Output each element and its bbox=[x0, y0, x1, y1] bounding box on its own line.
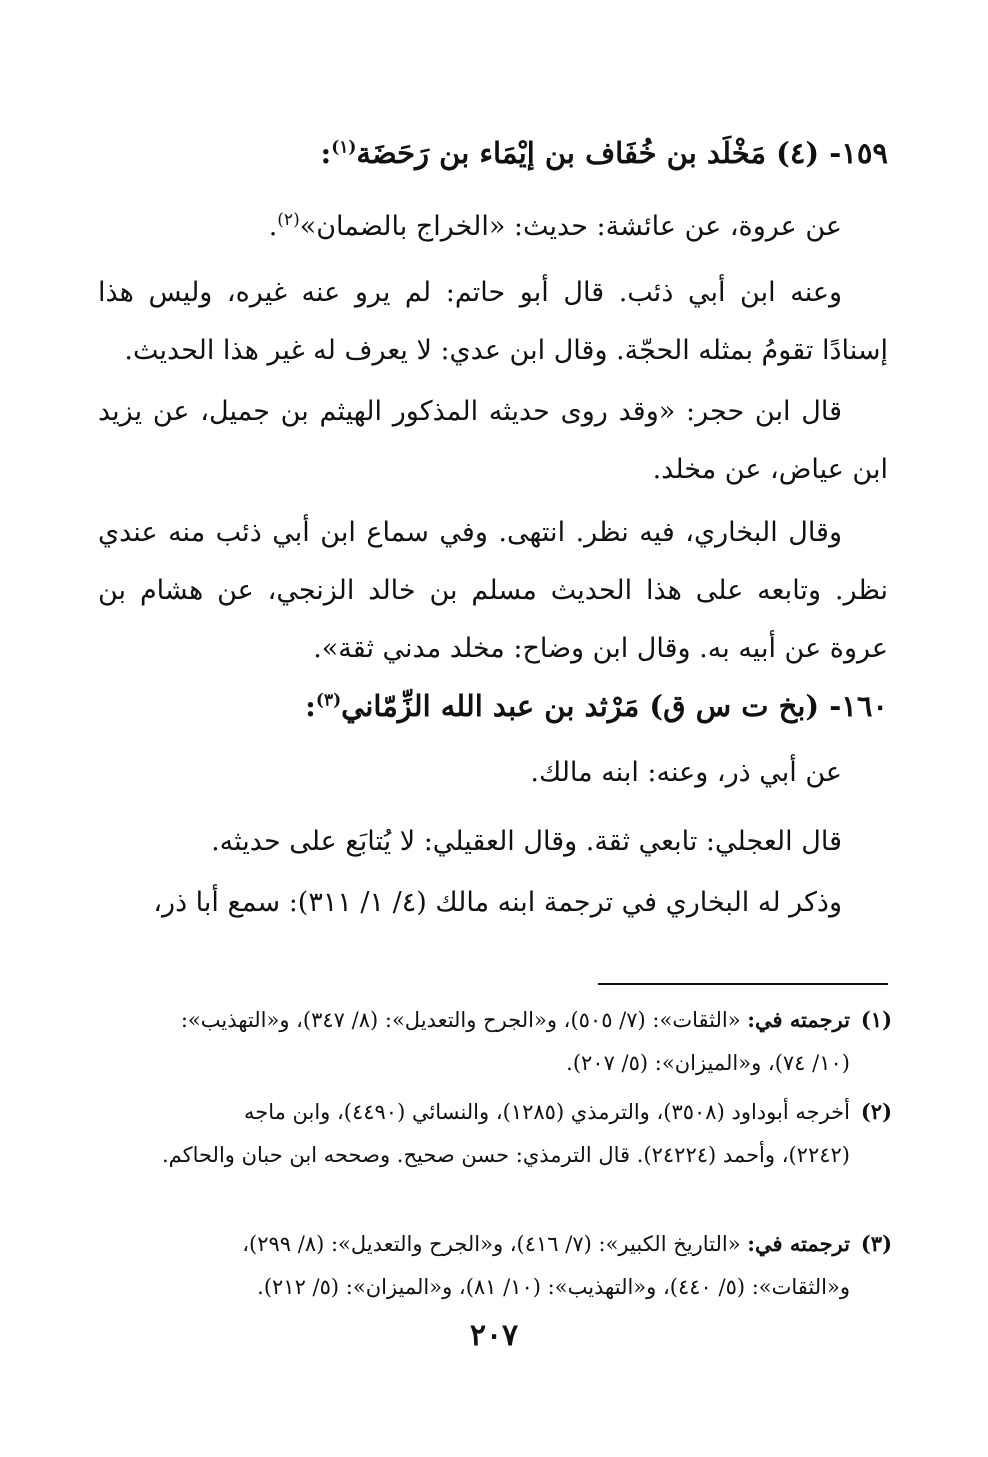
entry-160-heading-text: ١٦٠- (بخ ت س ق) مَرْثد بن عبد الله الزِّمّاني bbox=[341, 689, 888, 723]
footnote-1-lead: ترجمته في: bbox=[747, 1007, 850, 1032]
footnote-ref-2[interactable]: (٢) bbox=[277, 210, 300, 230]
entry-160-heading-colon: : bbox=[305, 689, 316, 723]
entry-160-paragraph-3: وذكر له البخاري في ترجمة ابنه مالك (٤/ ١/ ٣١١): سمع أبا ذر، bbox=[153, 887, 842, 918]
entry-160-paragraph-2: قال العجلي: تابعي ثقة. وقال العقيلي: لا يُتابَع على حديثه. bbox=[211, 826, 842, 857]
entry-159-heading bbox=[98, 133, 888, 173]
footnote-1-number: (١) bbox=[860, 1007, 892, 1032]
footnote-separator bbox=[598, 983, 888, 985]
footnote-3-text: «التاريخ الكبير»: (٧/ ٤١٦)، و«الجرح والتعديل»: (٨/ ٢٩٩)، bbox=[242, 1232, 748, 1256]
footnote-ref-1[interactable]: (١) bbox=[331, 137, 357, 158]
footnote-3-continuation: و«الثقات»: (٥/ ٤٤٠)، و«التهذيب»: (١٠/ ٨١)، و«الميزان»: (٥/ ٢١٢). bbox=[257, 1275, 850, 1299]
paragraph-end: . bbox=[268, 211, 278, 242]
footnote-3-line bbox=[96, 1222, 892, 1266]
paragraph-text: عن عروة، عن عائشة: حديث: «الخراج بالضمان» bbox=[299, 211, 842, 242]
footnote-1 bbox=[96, 998, 892, 1085]
entry-160-paragraph-1: عن أبي ذر، وعنه: ابنه مالك. bbox=[530, 757, 842, 788]
footnote-3 bbox=[96, 1222, 892, 1309]
footnote-1-text: «الثقات»: (٧/ ٥٠٥)، و«الجرح والتعديل»: (٨/ ٣٤٧)، و«التهذيب»: bbox=[180, 1008, 748, 1032]
footnote-3-lead: ترجمته في: bbox=[747, 1231, 850, 1256]
footnote-ref-3[interactable]: (٣) bbox=[315, 690, 342, 711]
entry-159-paragraph-4: وقال البخاري، فيه نظر. انتهى. وفي سماع ابن أبي ذئب منه عندي نظر. وتابعه على هذا الحديث مسلم بن خالد الزنجي، عن هشام بن عروة عن أبيه به. وقال ابن وضاح: مخلد مدني ثقة». bbox=[98, 517, 888, 664]
footnote-1-line bbox=[96, 998, 892, 1042]
entry-159-paragraph-1 bbox=[98, 198, 888, 256]
footnote-2 bbox=[96, 1090, 892, 1177]
entry-159-heading-text: ١٥٩- (٤) مَخْلَد بن خُفَاف بن إيْمَاء بن رَحَضَة bbox=[356, 136, 888, 170]
footnote-2-text: أخرجه أبوداود (٣٥٠٨)، والترمذي (١٢٨٥)، والنسائي (٤٤٩٠)، وابن ماجه bbox=[243, 1100, 850, 1124]
footnote-2-number: (٢) bbox=[860, 1099, 892, 1124]
page-number: ٢٠٧ bbox=[469, 1318, 519, 1353]
entry-159-heading-colon: : bbox=[320, 136, 332, 170]
entry-159-paragraph-2: وعنه ابن أبي ذئب. قال أبو حاتم: لم يرو عنه غيره، وليس هذا إسنادًا تقومُ بمثله الحجّة. وقال ابن عدي: لا يعرف له غير هذا الحديث. bbox=[98, 277, 888, 366]
entry-160-heading bbox=[98, 686, 888, 726]
entry-159-paragraph-3: قال ابن حجر: «وقد روى حديثه المذكور الهيثم بن جميل، عن يزيد ابن عياض، عن مخلد. bbox=[98, 396, 888, 485]
footnote-2-line bbox=[96, 1090, 892, 1134]
footnote-1-continuation: (١٠/ ٧٤)، و«الميزان»: (٥/ ٢٠٧). bbox=[566, 1051, 850, 1075]
footnote-2-continuation: (٢٢٤٢)، وأحمد (٢٤٢٢٤). قال الترمذي: حسن صحيح. وصححه ابن حبان والحاكم. bbox=[161, 1143, 850, 1167]
footnote-3-number: (٣) bbox=[860, 1231, 892, 1256]
